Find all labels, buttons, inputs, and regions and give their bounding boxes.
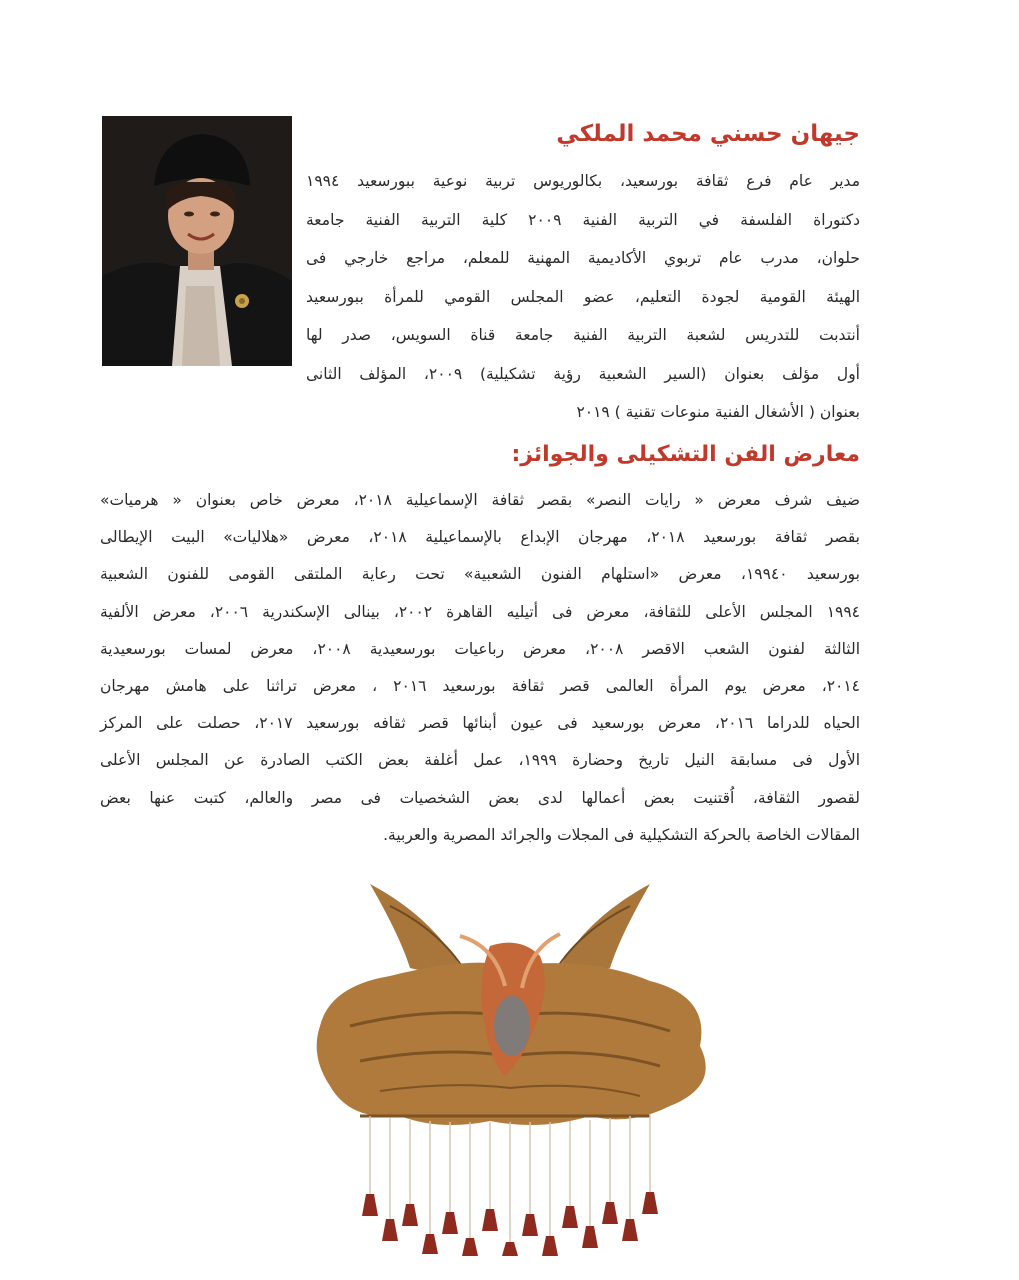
bio-line: بعنوان ( الأشغال الفنية منوعات تقنية ) ٢٠١٩ bbox=[576, 403, 860, 421]
exhibitions-section bbox=[100, 438, 860, 854]
exhibition-line: الحياه للدراما ٢٠١٦، معرض بورسعيد فى عيون أبنائها قصر ثقافه بورسعيد ٢٠١٧، حصلت على المركز bbox=[100, 714, 861, 733]
exhibition-line: الأول فى مسابقة النيل تاريخ وحضارة ١٩٩٩، عمل أغلفة بعض الكتب الصادرة عن المجلس الأعلى bbox=[100, 751, 860, 770]
exhibition-line: بورسعيد ١٩٩٤٠، معرض «استلهام الفنون الشعبية» تحت رعاية الملتقى القومى للفنون الشعبية bbox=[100, 565, 860, 584]
bio-line: أول مؤلف بعنوان (السير الشعبية رؤية تشكيلية) ٢٠٠٩، المؤلف الثانى bbox=[306, 364, 860, 383]
exhibition-line: لقصور الثقافة، اُقتنيت بعض أعمالها لدى بعض الشخصيات فى مصر والعالم، كتبت عنها بعض bbox=[100, 788, 860, 807]
portrait-photo bbox=[102, 116, 292, 366]
section-title: معارض الفن التشكيلى والجوائز: bbox=[511, 442, 860, 467]
bio-line: مدير عام فرع ثقافة بورسعيد، بكالوريوس تربية نوعية ببورسعيد ١٩٩٤ bbox=[306, 172, 860, 190]
exhibition-line: الثالثة لفنون الشعب الاقصر ٢٠٠٨، معرض رباعيات بورسعيدية ٢٠٠٨، معرض لمسات بورسعيدية bbox=[100, 639, 861, 658]
exhibition-line: ضيف شرف معرض « رايات النصر» بقصر ثقافة الإسماعيلية ٢٠١٨، معرض خاص بعنوان « هرميات» bbox=[100, 491, 860, 509]
exhibition-line: ٢٠١٤، معرض يوم المرأة العالمى قصر ثقافة بورسعيد ٢٠١٦ ، معرض تراثنا على هامش مهرجان bbox=[100, 677, 861, 696]
artwork-image bbox=[290, 876, 730, 1256]
exhibition-line: ١٩٩٤ المجلس الأعلى للثقافة، معرض فى أتيليه القاهرة ٢٠٠٢، بينالى الإسكندرية ٢٠٠٦، معرض الألفية bbox=[100, 602, 860, 621]
bio-block bbox=[306, 118, 860, 432]
artist-name: جيهان حسني محمد الملكي bbox=[556, 121, 860, 147]
bio-line: الهيئة القومية لجودة التعليم، عضو المجلس القومي للمرأة ببورسعيد bbox=[306, 287, 860, 306]
bio-line: حلوان، مدرب عام تربوي الأكاديمية المهنية للمعلم، مراجع خارجي فى bbox=[306, 249, 860, 267]
bio-line: أنتدبت للتدريس لشعبة التربية الفنية جامعة قناة السويس، صدر لها bbox=[306, 326, 860, 344]
exhibition-line: بقصر ثقافة بورسعيد ٢٠١٨، مهرجان الإبداع بالإسماعيلية ٢٠١٨، معرض «هلاليات» البيت الإيطالى bbox=[100, 528, 860, 547]
exhibition-line: المقالات الخاصة بالحركة التشكيلية فى المجلات والجرائد المصرية والعربية. bbox=[383, 825, 860, 844]
bio-line: دكتوراة الفلسفة في التربية الفنية ٢٠٠٩ كلية التربية الفنية جامعة bbox=[306, 210, 860, 229]
